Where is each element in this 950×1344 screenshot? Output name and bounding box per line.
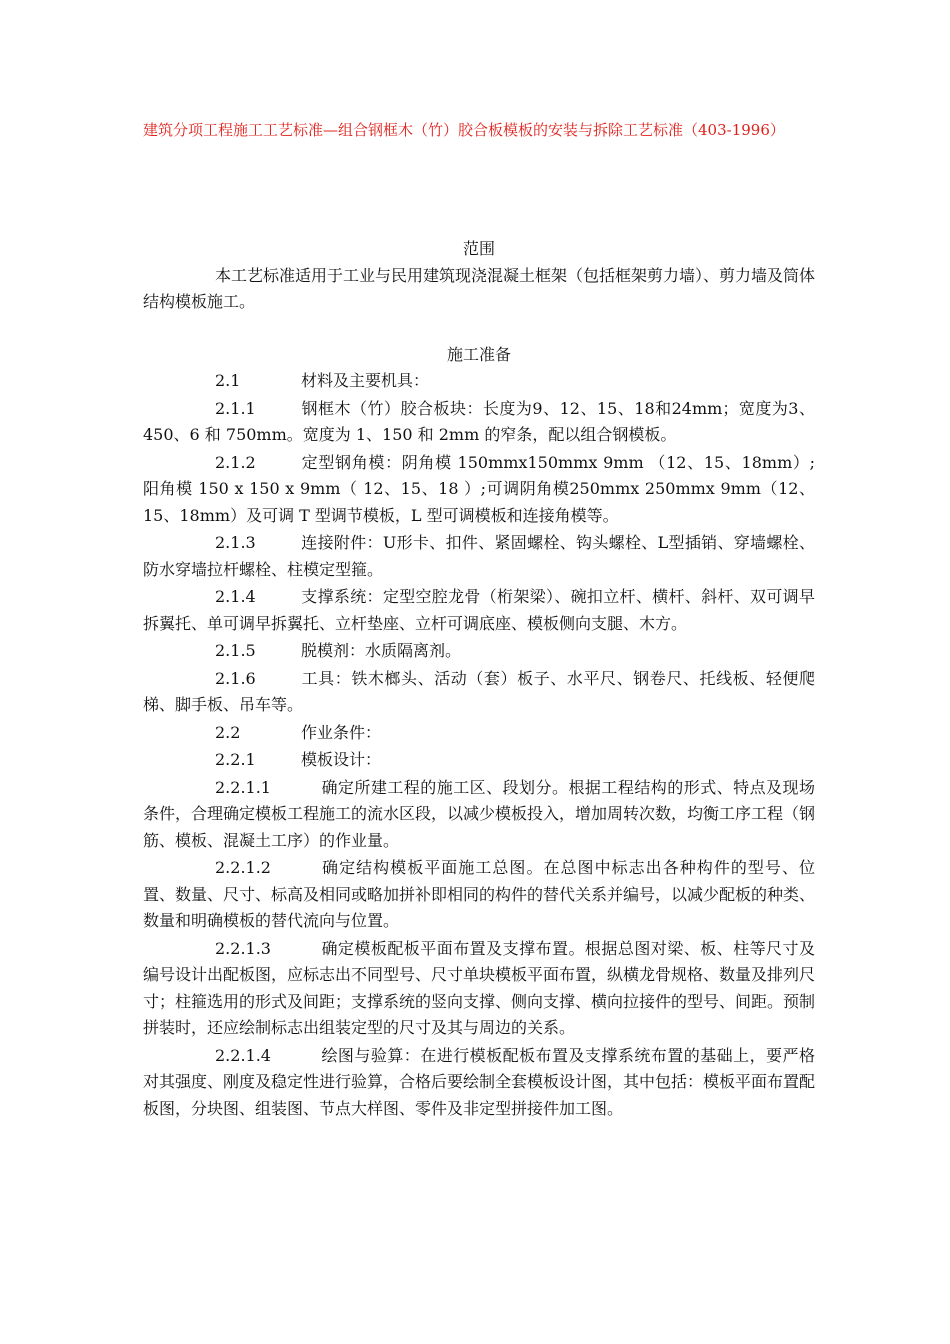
clause-text: 工具：铁木榔头、活动（套）板子、水平尺、钢卷尺、托线板、轻便爬梯、脚手板、吊车等。 — [143, 668, 815, 714]
clause-text: 脱模剂：水质隔离剂。 — [301, 641, 462, 660]
document-title: 建筑分项工程施工工艺标准—组合钢框木（竹）胶合板模板的安装与拆除工艺标准（403-1996） — [143, 121, 785, 139]
clause-text: 连接附件：U形卡、扣件、紧固螺栓、钩头螺栓、L型插销、穿墙螺栓、防水穿墙拉杆螺栓、柱模定型箍。 — [143, 533, 815, 579]
clause-text: 确定结构模板平面施工总图。在总图中标志出各种构件的型号、位置、数量、尺寸、标高及相同或略加拼补即相同的构件的替代关系并编号，以减少配板的种类、数量和明确模板的替代流向与位置。 — [143, 858, 816, 930]
clause-2-1-4 — [143, 584, 815, 637]
clause-text: 作业条件： — [301, 722, 382, 742]
clause-2-1 — [143, 368, 815, 395]
clause-number: 2.2.1.2 — [215, 858, 271, 877]
section-heading-scope: 范围 — [462, 239, 495, 258]
clause-2-2-1-1 — [143, 775, 815, 855]
clause-2-2-1-2 — [143, 855, 815, 935]
clause-number: 2.1 — [215, 371, 241, 390]
clause-text: 确定所建工程的施工区、段划分。根据工程结构的形式、特点及现场条件，合理确定模板工程施工的流水区段，以减少模板投入，增加周转次数，均衡工序工程（钢筋、模板、混凝土工序）的作业量。 — [143, 777, 816, 850]
clause-2-1-2 — [143, 450, 815, 530]
clause-number: 2.2.1.4 — [215, 1045, 271, 1065]
clause-2-1-1 — [143, 396, 815, 449]
clause-text: 绘图与验算：在进行模板配板布置及支撑系统布置的基础上，要严格对其强度、刚度及稳定性进行验算，合格后要绘制全套模板设计图，其中包括：模板平面布置配板图，分块图、组装图、节点大样图、零件及非定型拼接件加工图。 — [143, 1045, 816, 1118]
clause-number: 2.2.1 — [215, 750, 256, 769]
clause-2-2 — [143, 720, 815, 747]
document-body — [143, 236, 815, 1123]
clause-2-2-1 — [143, 747, 815, 774]
clause-number: 2.1.6 — [215, 668, 256, 688]
clause-text: 定型钢角模：阴角模 150mmx150mmx 9mm （12、15、18mm）;阳角模 150 x 150 x 9mm（ 12、15、18 ）;可调阴角模250mmx 250mmx 9mm（12、15、18mm）及可调 T 型调节模板，L 型可调模板和连接角模等。 — [143, 452, 815, 525]
clause-number: 2.1.5 — [215, 641, 256, 660]
section-heading-prep: 施工准备 — [446, 344, 511, 364]
clause-2-2-1-4 — [143, 1043, 815, 1123]
clause-number: 2.1.1 — [215, 398, 256, 418]
clause-number: 2.2.1.3 — [215, 938, 271, 958]
clause-2-1-3 — [143, 530, 815, 583]
clause-number: 2.1.4 — [215, 587, 256, 606]
clause-2-1-6 — [143, 666, 815, 719]
clause-text: 钢框木（竹）胶合板块：长度为9、12、15、18和24mm；宽度为3、450、6 和 750mm。宽度为 1、150 和 2mm 的窄条，配以组合钢模板。 — [143, 398, 815, 444]
clause-text: 确定模板配板平面布置及支撑布置。根据总图对梁、板、柱等尺寸及编号设计出配板图，应标志出不同型号、尺寸单块模板平面布置，纵横龙骨规格、数量及排列尺寸；柱箍选用的形式及间距；支撑系统的竖向支撑、侧向支撑、横向拉接件的型号、间距。预制拼装时，还应绘制标志出组装定型的尺寸及其与周边的关系。 — [143, 938, 816, 1037]
clause-2-1-5 — [143, 638, 815, 665]
clause-number: 2.1.3 — [215, 533, 256, 552]
clause-number: 2.2 — [215, 722, 241, 742]
clause-number: 2.2.1.1 — [215, 777, 271, 797]
scope-paragraph: 本工艺标准适用于工业与民用建筑现浇混凝土框架（包括框架剪力墙）、剪力墙及筒体结构模板施工。 — [143, 265, 816, 311]
clause-2-2-1-3 — [143, 936, 815, 1042]
clause-text: 材料及主要机具： — [301, 371, 430, 390]
clause-text: 支撑系统：定型空腔龙骨（桁架梁）、碗扣立杆、横杆、斜杆、双可调早拆翼托、单可调早拆翼托、立杆垫座、立杆可调底座、模板侧向支腿、木方。 — [143, 587, 815, 633]
clause-number: 2.1.2 — [215, 452, 256, 472]
clause-text: 模板设计： — [301, 750, 382, 769]
